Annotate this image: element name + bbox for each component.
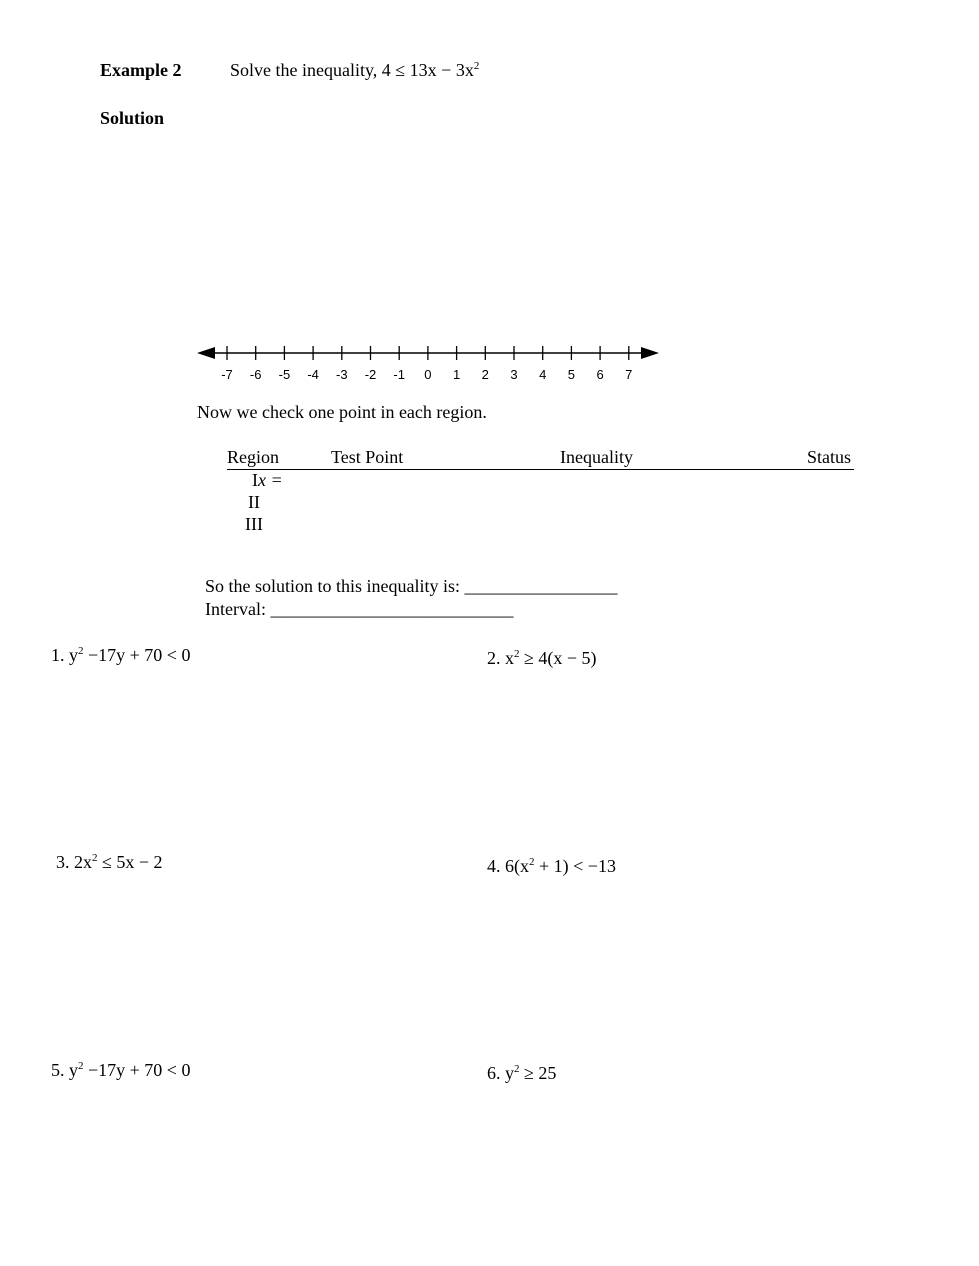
example-prompt: Solve the inequality, $4 \le 13x - 3x^2$ [230,60,480,80]
example-label: Example 2 [100,60,182,80]
problem-4: 4. $6(x^2 + 1) < -13$ [487,856,616,876]
header-region: Region [227,447,279,467]
table-row [252,470,283,491]
tick-label: 5 [567,367,576,382]
row-test-point: x = [258,470,283,490]
number-line [195,340,665,390]
header-test-point: Test Point [331,447,404,467]
problem-5: 5. $y^2 -17y + 70 < 0$ [51,1060,191,1080]
tick-label: -2 [364,367,377,382]
tick-label: -3 [336,367,348,382]
tick-label: 3 [510,367,518,382]
table-row [248,492,260,513]
number-line-left-arrow [197,347,215,359]
tick-label: 7 [625,367,633,382]
tick-label: 2 [481,367,489,382]
problem-2: 2. $x^2 \ge 4(x - 5)$ [487,648,597,668]
solution-line: So the solution to this inequality is: _________________ [205,576,618,596]
number-line-labels [221,367,632,382]
row-region: III [245,514,263,534]
problem-3: 3. $2x^2 \le 5x - 2$ [56,852,163,872]
header-inequality: Inequality [560,447,633,467]
tick-label: -4 [307,367,319,382]
header-status: Status [807,447,852,467]
number-line-right-arrow [641,347,659,359]
tick-label: 1 [452,367,461,382]
tick-label: 4 [539,367,547,382]
tick-label: -1 [393,367,405,382]
row-region: I [252,470,258,490]
tick-label: 6 [596,367,604,382]
tick-label: -5 [278,367,291,382]
table-row [245,514,263,535]
tick-label: 0 [424,367,432,382]
tick-label: -7 [221,367,233,382]
table-header [227,447,854,470]
tick-label: -6 [249,367,262,382]
problem-6: 6. $y^2 \ge 25$ [487,1063,557,1083]
problem-1: 1. $y^2 -17y + 70 < 0$ [51,645,191,665]
row-region: II [248,492,260,512]
check-text: Now we check one point in each region. [197,402,487,422]
interval-line: Interval: ___________________________ [205,599,514,619]
solution-label: Solution [100,108,165,128]
